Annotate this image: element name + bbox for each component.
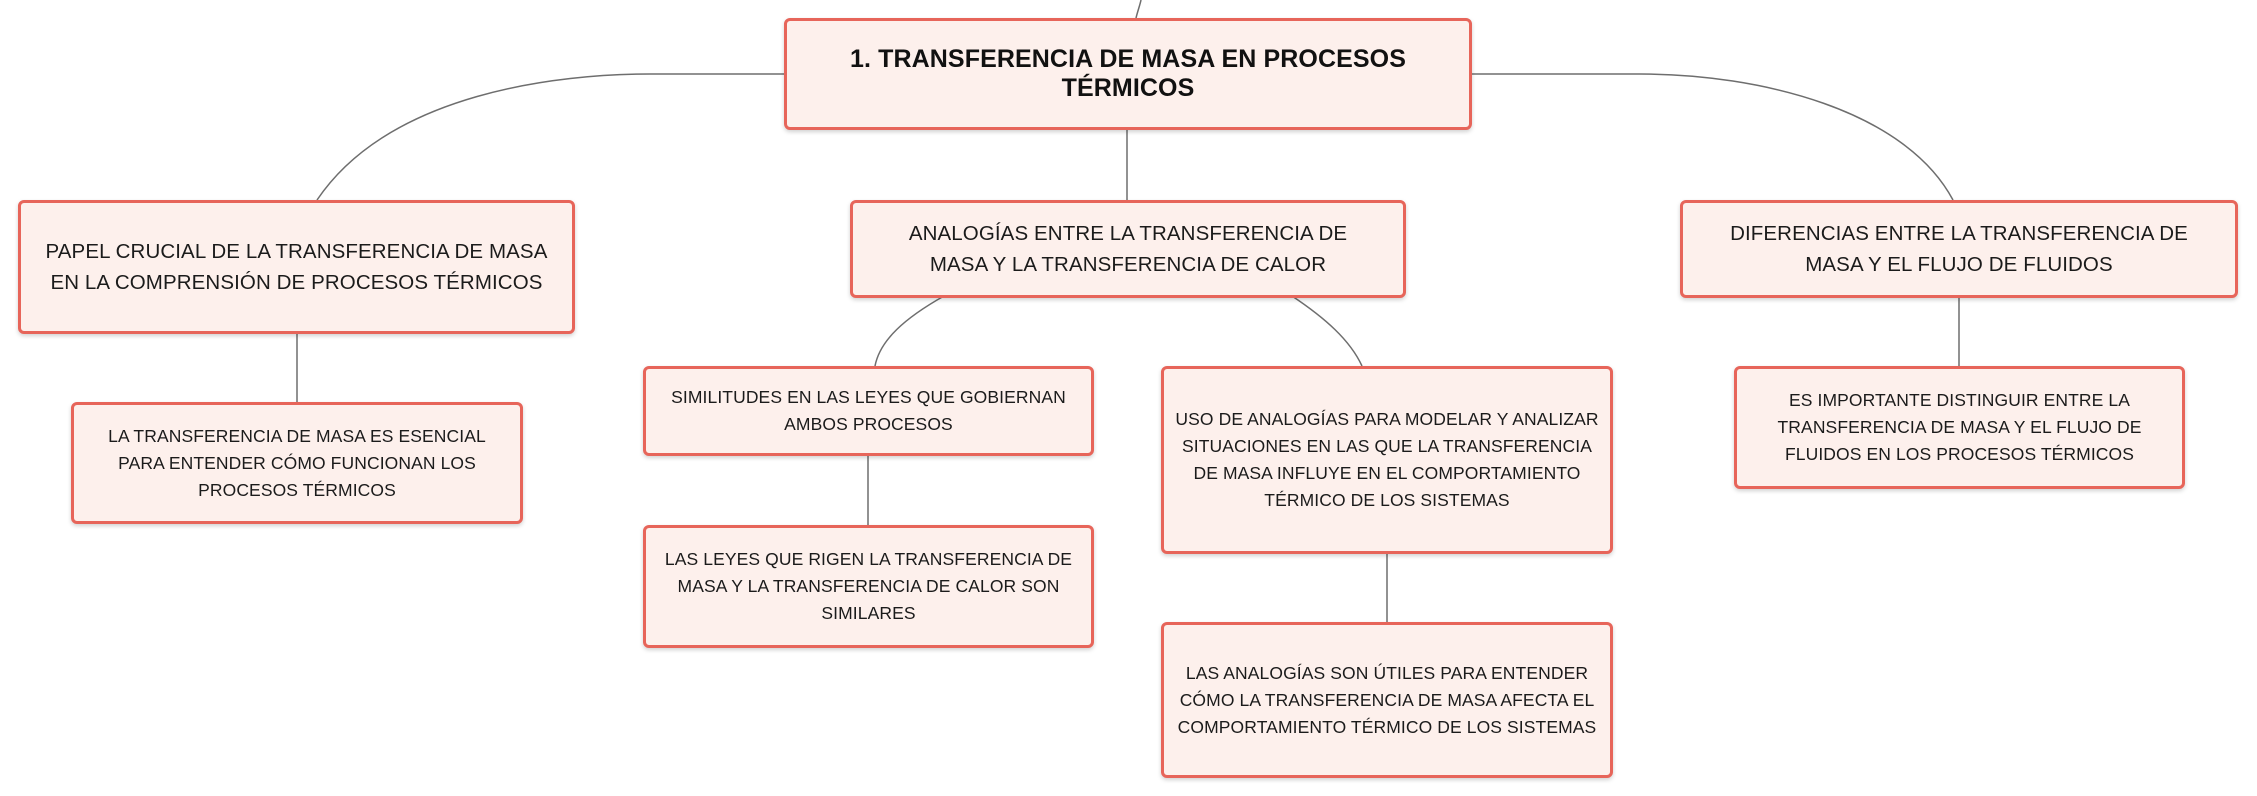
branch-node-analogias[interactable] (850, 200, 1406, 298)
subtopic-node-distinguir[interactable] (1734, 366, 2185, 489)
subtopic-label-esencial: LA TRANSFERENCIA DE MASA ES ESENCIAL PARA ENTENDER CÓMO FUNCIONAN LOS PROCESOS TÉRMICOS (108, 425, 486, 500)
subtopic-label-uso-analogias: USO DE ANALOGÍAS PARA MODELAR Y ANALIZAR SITUACIONES EN LAS QUE LA TRANSFERENCIA DE MASA INFLUYE EN EL COMPORTAMIENTO TÉRMICO DE LOS SISTEMAS (1175, 409, 1599, 510)
subtopic-label-similitudes: SIMILITUDES EN LAS LEYES QUE GOBIERNAN AMBOS PROCESOS (671, 387, 1066, 434)
branch-node-diferencias[interactable] (1680, 200, 2238, 298)
connector-root-left (317, 74, 787, 200)
branch-node-papel-crucial[interactable] (18, 200, 575, 334)
subtopic-node-leyes-similares[interactable] (643, 525, 1094, 648)
branch-label-analogias: ANALOGÍAS ENTRE LA TRANSFERENCIA DE MASA Y LA TRANSFERENCIA DE CALOR (908, 222, 1348, 276)
subtopic-node-similitudes[interactable] (643, 366, 1094, 456)
subtopic-label-distinguir: ES IMPORTANTE DISTINGUIR ENTRE LA TRANSFERENCIA DE MASA Y EL FLUJO DE FLUIDOS EN LOS PROCESOS TÉRMICOS (1777, 390, 2142, 464)
subtopic-label-analogias-utiles: LAS ANALOGÍAS SON ÚTILES PARA ENTENDER CÓMO LA TRANSFERENCIA DE MASA AFECTA EL COMPORTAMIENTO TÉRMICO DE LOS SISTEMAS (1177, 662, 1597, 737)
connector-center-uso (1292, 296, 1362, 366)
connector-root-right (1469, 74, 1953, 200)
root-topic-node[interactable] (784, 18, 1472, 130)
root-topic-label: 1. TRANSFERENCIA DE MASA EN PROCESOS TÉRMICOS (850, 45, 1406, 102)
subtopic-node-esencial[interactable] (71, 402, 523, 524)
branch-label-papel-crucial: PAPEL CRUCIAL DE LA TRANSFERENCIA DE MASA EN LA COMPRENSIÓN DE PROCESOS TÉRMICOS (45, 240, 548, 294)
subtopic-label-leyes-similares: LAS LEYES QUE RIGEN LA TRANSFERENCIA DE MASA Y LA TRANSFERENCIA DE CALOR SON SIMILARES (664, 549, 1073, 623)
connector-root-parent (1136, 0, 1141, 18)
connector-center-similitudes (875, 296, 944, 366)
subtopic-node-uso-analogias[interactable] (1161, 366, 1613, 554)
subtopic-node-analogias-utiles[interactable] (1161, 622, 1613, 778)
branch-label-diferencias: DIFERENCIAS ENTRE LA TRANSFERENCIA DE MASA Y EL FLUJO DE FLUIDOS (1730, 222, 2188, 276)
